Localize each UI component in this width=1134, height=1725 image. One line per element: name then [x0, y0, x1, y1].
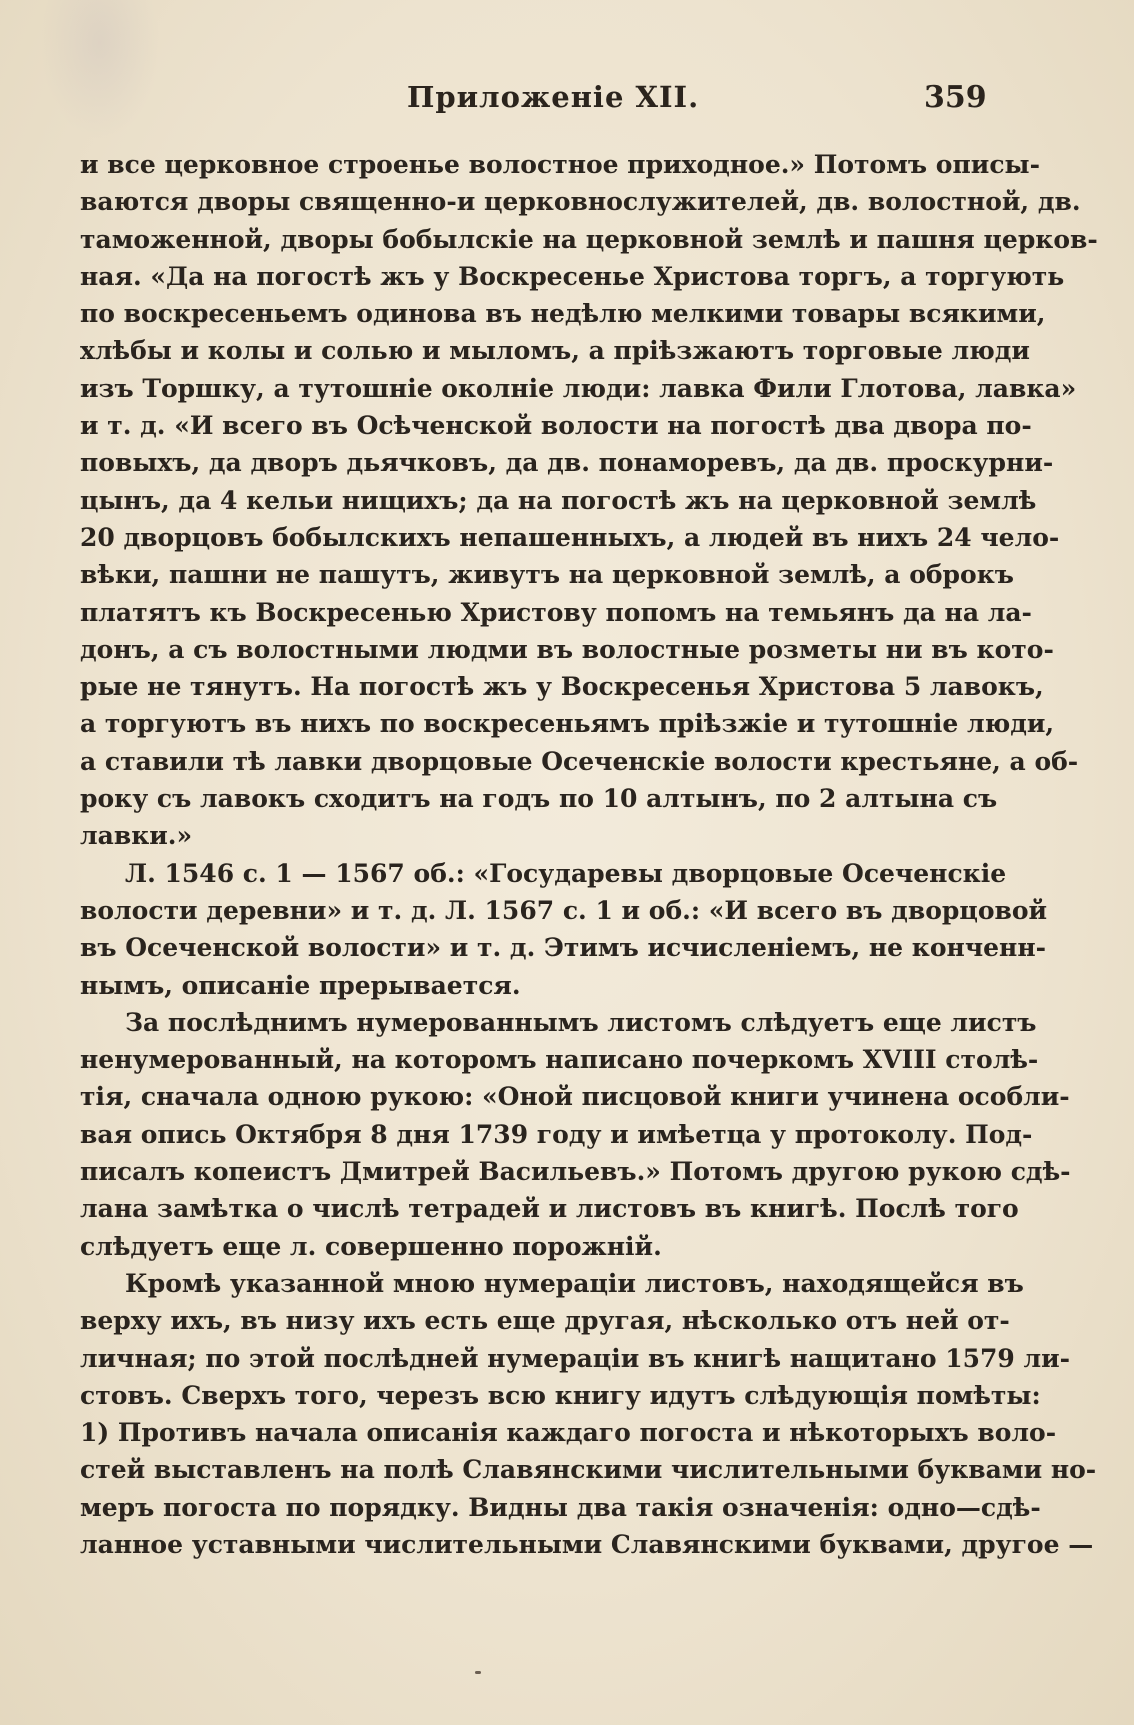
text-line: ненумерованный, на которомъ написано почеркомъ XVIII столѣ- [80, 1045, 1039, 1075]
text-line: Кромѣ указанной мною нумераціи листовъ, находящейся въ [125, 1268, 1024, 1298]
text-line: стей выставленъ на полѣ Славянскими числительными буквами но- [80, 1455, 1097, 1485]
text-line: въ Осеченской волости» и т. д. Этимъ исчисленіемъ, не конченн- [80, 933, 1046, 963]
text-line: верху ихъ, въ низу ихъ есть еще другая, нѣсколько отъ ней от- [80, 1306, 1010, 1336]
text-line: и т. д. «И всего въ Осѣченской волости на погостѣ два двора по- [80, 411, 1032, 441]
text-line: платятъ къ Воскресенью Христову попомъ на темьянъ да на ла- [80, 597, 1032, 627]
text-line: стовъ. Сверхъ того, черезъ всю книгу идутъ слѣдующія помѣты: [80, 1380, 1041, 1410]
text-line: вая опись Октября 8 дня 1739 году и имѣетца у протоколу. Под- [80, 1119, 1033, 1149]
running-title: Приложенiе XII. [407, 80, 700, 114]
text-line: хлѣбы и колы и солью и мыломъ, а пріѣзжаютъ торговые люди [80, 336, 1030, 366]
text-line: За послѣднимъ нумерованнымъ листомъ слѣдуетъ еще листъ [125, 1007, 1037, 1037]
text-line: рые не тянутъ. На погостѣ жъ у Воскресенья Христова 5 лавокъ, [80, 672, 1044, 702]
text-line: волости деревни» и т. д. Л. 1567 с. 1 и об.: «И всего въ дворцовой [80, 895, 1048, 925]
text-line: личная; по этой послѣдней нумераціи въ книгѣ нащитано 1579 ли- [80, 1343, 1071, 1373]
text-line: повыхъ, да дворъ дьячковъ, да дв. понаморевъ, да дв. проскурни- [80, 448, 1054, 478]
text-line: писалъ копеистъ Дмитрей Васильевъ.» Потомъ другою рукою сдѣ- [80, 1157, 1071, 1187]
text-line: вѣки, пашни не пашутъ, живутъ на церковной землѣ, а оброкъ [80, 560, 1014, 590]
footer-mark [475, 1671, 481, 1674]
text-line: Л. 1546 с. 1 — 1567 об.: «Государевы дворцовые Осеченскіе [125, 858, 1007, 888]
text-line: и все церковное строенье волостное приходное.» Потомъ описы- [80, 150, 1040, 179]
text-line: а ставили тѣ лавки дворцовые Осеченскіе волости крестьяне, а об- [80, 746, 1079, 776]
text-line: по воскресеньемъ одинова въ недѣлю мелкими товары всякими, [80, 299, 1046, 329]
text-line: таможенной, дворы бобылскіе на церковной землѣ и пашня церков- [80, 224, 1098, 254]
running-header [0, 80, 1134, 120]
text-line: слѣдуетъ еще л. совершенно порожній. [80, 1231, 662, 1261]
text-line: ваются дворы священно-и церковнослужителей, дв. волостной, дв. [80, 187, 1081, 217]
text-line: а торгуютъ въ нихъ по воскресеньямъ пріѣзжіе и тутошніе люди, [80, 709, 1055, 739]
text-line: меръ погоста по порядку. Видны два такія означенія: одно—сдѣ- [80, 1492, 1041, 1522]
text-line: лана замѣтка о числѣ тетрадей и листовъ въ книгѣ. Послѣ того [80, 1194, 1019, 1224]
text-line: року съ лавокъ сходитъ на годъ по 10 алтынъ, по 2 алтына съ [80, 784, 998, 814]
text-line: нымъ, описаніе прерывается. [80, 970, 521, 1000]
text-body [80, 146, 1098, 1563]
text-line: 20 дворцовъ бобылскихъ непашенныхъ, а людей въ нихъ 24 чело- [80, 522, 1060, 552]
text-line: 1) Противъ начала описанія каждаго погоста и нѣкоторыхъ воло- [80, 1418, 1057, 1448]
text-line: ная. «Да на погостѣ жъ у Воскресенье Христова торгъ, а торгують [80, 261, 1065, 291]
text-line: цынъ, да 4 кельи нищихъ; да на погостѣ жъ на церковной землѣ [80, 485, 1037, 515]
text-line: изъ Торшку, а тутошніе околніе люди: лавка Фили Глотова, лавка» [80, 373, 1077, 403]
text-line: лавки.» [80, 821, 193, 851]
text-line: тія, сначала одною рукою: «Оной писцовой книги учинена особли- [80, 1082, 1070, 1112]
text-line: донъ, а съ волостными людми въ волостные розметы ни въ кото- [80, 634, 1054, 664]
text-line: ланное уставными числительными Славянскими буквами, другое — [80, 1529, 1094, 1559]
page-number: 359 [924, 80, 987, 115]
